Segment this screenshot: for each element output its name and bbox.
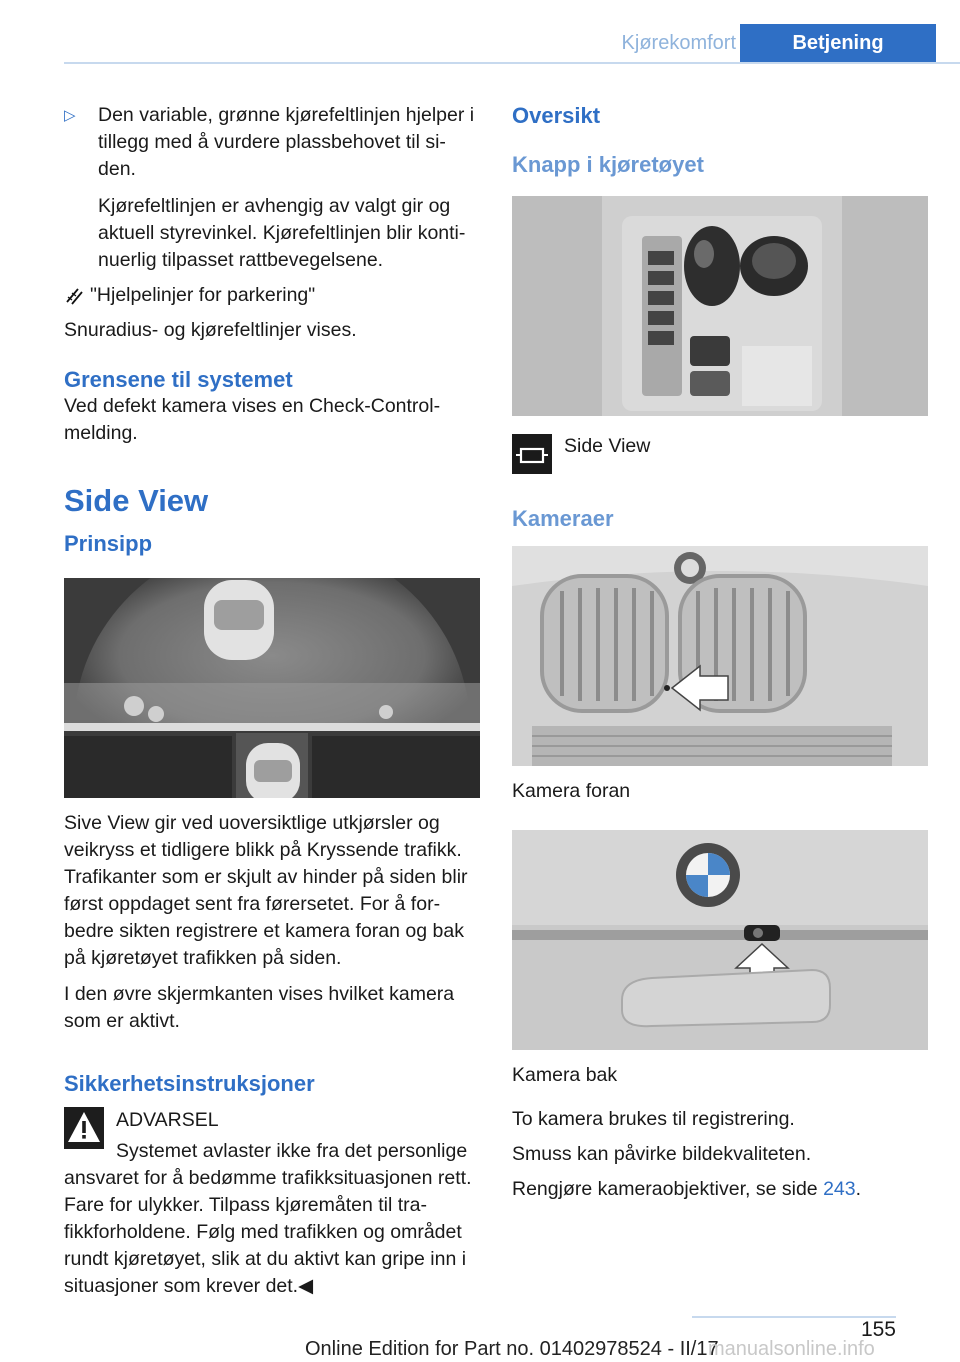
bullet-marker: ▷ bbox=[64, 107, 76, 124]
cameras-paragraph-2: Smuss kan påvirke bildekvaliteten. bbox=[512, 1143, 812, 1165]
bullet-subtext: Kjørefeltlinjen er avhengig av valgt gir og aktuell styrevinkel. Kjørefeltlinjen blir konti-nuerlig tilpasset rattbevegelsene. bbox=[98, 195, 466, 271]
warning-block bbox=[64, 1107, 482, 1300]
parking-lines-icon bbox=[64, 286, 84, 306]
safety-heading: Sikkerhetsinstruksjoner bbox=[64, 1071, 315, 1096]
side-view-title: Side View bbox=[64, 483, 209, 518]
parking-lines-label: "Hjelpelinjer for parkering" bbox=[90, 284, 316, 306]
cleaning-text-end: . bbox=[855, 1178, 862, 1200]
overview-heading: Oversikt bbox=[512, 103, 601, 128]
page-header bbox=[64, 24, 960, 64]
header-section-tab[interactable]: Kjørekomfort bbox=[621, 32, 736, 54]
right-column-bottom bbox=[512, 1062, 928, 1203]
cleaning-text: Rengjøre kameraobjektiver, se side bbox=[512, 1178, 824, 1200]
cameras-paragraph-1: To kamera brukes til registrering. bbox=[512, 1108, 795, 1130]
watermark: manualsonline.info bbox=[708, 1338, 875, 1360]
page-number: 155 bbox=[860, 1318, 896, 1341]
front-camera-image bbox=[512, 546, 928, 766]
front-camera-caption: Kamera foran bbox=[512, 780, 631, 802]
warning-title: ADVARSEL bbox=[116, 1109, 219, 1131]
rear-camera-image bbox=[512, 830, 928, 1050]
console-image bbox=[512, 196, 928, 416]
warning-triangle-icon bbox=[64, 1107, 104, 1149]
warning-text: ansvaret for å bedømme trafikksituasjonen rett. Fare for ulykker. Tilpass kjøremåten til tra-fikkforholdene. Følg med trafikken og området rundt kjøretøyet, slik at du aktivt kan gripe inn i situasjoner som krever det.◀ bbox=[64, 1167, 472, 1297]
parking-lines-description: Snuradius- og kjørefeltlinjer vises. bbox=[64, 319, 357, 341]
cameras-heading: Kameraer bbox=[512, 506, 614, 531]
principle-heading: Prinsipp bbox=[64, 531, 153, 556]
bullet-item bbox=[64, 102, 482, 274]
edition-text: Online Edition for Part no. 01402978524 - II/17 bbox=[305, 1338, 719, 1360]
rear-camera-caption: Kamera bak bbox=[512, 1064, 618, 1086]
right-column-top bbox=[512, 102, 928, 178]
cameras-paragraph-3 bbox=[512, 1176, 928, 1203]
limits-heading: Grensene til systemet bbox=[64, 367, 293, 392]
page-reference-link[interactable]: 243 bbox=[823, 1178, 856, 1200]
warning-first-line: Systemet avlaster ikke fra det personlige bbox=[116, 1140, 468, 1162]
side-view-button-label: Side View bbox=[564, 435, 651, 457]
bullet-text: Den variable, grønne kjørefeltlinjen hjelper i tillegg med å vurdere plassbehovet til si-den. bbox=[98, 104, 475, 180]
parking-lines-row bbox=[64, 282, 482, 309]
side-view-button-icon[interactable] bbox=[512, 434, 552, 474]
principle-image bbox=[64, 578, 480, 798]
side-view-button-row bbox=[512, 434, 928, 476]
limits-text: Ved defekt kamera vises en Check-Control-melding. bbox=[64, 395, 441, 444]
principle-paragraph-2: I den øvre skjermkanten vises hvilket kamera som er aktivt. bbox=[64, 983, 455, 1032]
principle-paragraph-1: Sive View gir ved uoversiktlige utkjørsler og veikryss et tidligere blikk på Kryssende trafikk. Trafikanter som er skjult av hinder på siden blir først oppdaget sent fra førersetet. For å for-bedre sikten registrere et kamera foran og bak på kjøretøyet trafikken på siden. bbox=[64, 812, 468, 969]
left-column-lower bbox=[64, 810, 482, 1300]
header-chapter-tab[interactable]: Betjening bbox=[740, 24, 936, 62]
button-heading: Knapp i kjøretøyet bbox=[512, 152, 704, 177]
left-column bbox=[64, 102, 482, 557]
